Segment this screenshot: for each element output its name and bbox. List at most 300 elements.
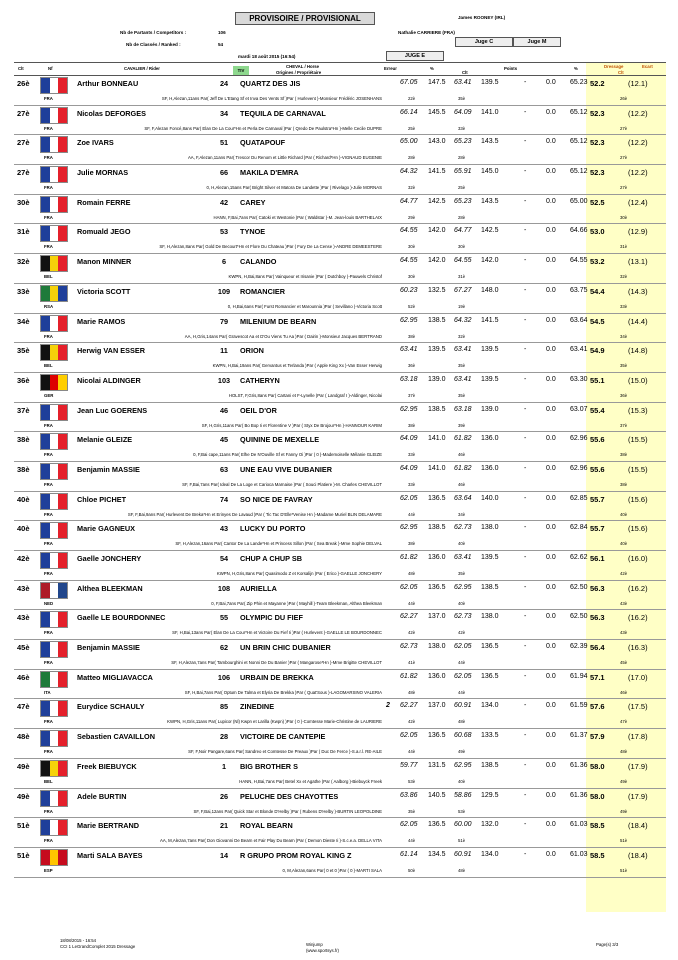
dressage-score: 56.3 [590, 613, 605, 623]
judge-c-percent: 62.73 [454, 524, 472, 532]
horse-number: 51 [219, 138, 229, 148]
total-percent: 64.55 [570, 257, 588, 265]
rider-name: Marie BERTRAND [77, 821, 140, 831]
dressage-score: 54.5 [590, 316, 605, 326]
final-rank: 48è [620, 749, 628, 755]
total-percent: 62.50 [570, 613, 588, 621]
horse-name: UN BRIN CHIC DUBANIER [240, 643, 331, 653]
rank-cell: 27è [17, 108, 30, 118]
score-gap: (12.2) [628, 138, 648, 148]
horse-details: SF, H,Bai,7ans Par( Optum De Talma et Elyria De Brekka )Par ( Quat'Sous )-LAGOMARSINO VALERIA [184, 689, 382, 695]
judge-c-points: 138.0 [481, 524, 499, 532]
col-clt2: Clt [618, 70, 624, 75]
judge-e-rank: 42è [408, 630, 416, 636]
final-rank: 45è [620, 660, 628, 666]
nation-code: NED [44, 600, 54, 606]
horse-name: AURIELLA [240, 583, 277, 593]
judge-e-points: 142.0 [428, 227, 446, 235]
judge-e-points: 141.5 [428, 168, 446, 176]
rank-cell: 42è [17, 554, 30, 563]
dressage-score: 54.9 [590, 346, 605, 356]
flag-icon [40, 315, 68, 332]
penalty-points: 0.0 [546, 197, 556, 205]
horse-number: 62 [219, 643, 229, 653]
col-clt: Clt [462, 70, 468, 75]
dressage-score: 58.5 [590, 850, 605, 860]
judge-e-percent: 62.05 [400, 821, 418, 829]
judge-e-points: 138.5 [428, 316, 446, 324]
rank-cell: 35è [17, 346, 30, 356]
judge-c-percent: 60.91 [454, 702, 472, 710]
horse-name: VICTOIRE DE CANTEPIE [240, 732, 326, 742]
score-gap: (18.4) [628, 850, 648, 860]
horse-name: TEQUILA DE CARNAVAL [240, 108, 326, 118]
rank-cell: 27è [17, 138, 30, 148]
horse-name: CALANDO [240, 257, 277, 267]
judge-c-rank: 44è [458, 660, 466, 666]
participants-count: 106 [218, 30, 226, 35]
rider-name: Melanie GLEIZE [77, 435, 133, 445]
rank-cell: 40è [17, 494, 30, 504]
judge-e-percent: 66.14 [400, 108, 418, 116]
horse-number: 14 [219, 850, 229, 860]
judge-e-points: 141.0 [428, 464, 446, 472]
rank-cell: 31è [17, 227, 30, 237]
judge-c-percent: 63.41 [454, 554, 472, 561]
rank-cell: 34è [17, 316, 30, 326]
judge-c-rank: 46è [458, 452, 466, 458]
score-gap: (17.5) [628, 702, 648, 712]
horse-name: ROYAL BEARN [240, 821, 293, 831]
judge-e-percent: 62.05 [400, 583, 418, 591]
flag-icon [40, 552, 68, 569]
horse-details: 0, H,Alezan,15ans Par( Bright Silver et Matora De Landette )Par ( Rivelago )-Julie MORNAS [206, 185, 382, 191]
penalty-dash: - [524, 554, 527, 561]
final-rank: 30è [620, 214, 628, 220]
rider-name: Gaelle LE BOURDONNEC [77, 613, 166, 623]
nation-code: FRA [44, 541, 53, 547]
horse-name: PELUCHE DES CHAYOTTES [240, 791, 339, 801]
total-percent: 63.75 [570, 286, 588, 294]
judge-c-points: 134.0 [481, 702, 499, 710]
score-gap: (13.1) [628, 257, 648, 267]
rank-cell: 37è [17, 405, 30, 415]
judge-e-points: 134.5 [428, 850, 446, 858]
judge-e-points: 132.5 [428, 286, 446, 294]
horse-number: 28 [219, 732, 229, 742]
judge-e-rank: 53è [408, 778, 416, 784]
judge-e-points: 136.0 [428, 672, 446, 680]
nation-code: RSA [44, 303, 54, 309]
horse-name: OLYMPIC DU FIEF [240, 613, 303, 623]
horse-number: 103 [217, 375, 231, 385]
judge-c-points: 143.5 [481, 197, 499, 205]
horse-details: 0, M,Alezan,6ans Par( 0 et 0 )Par ( 0 )-MARTI SALA [282, 867, 382, 873]
score-gap: (16.2) [628, 583, 648, 593]
judge-e-points: 139.5 [428, 346, 446, 354]
judge-c-rank: 48è [458, 719, 466, 725]
total-percent: 65.12 [570, 138, 588, 146]
score-gap: (17.0) [628, 672, 648, 682]
horse-name: QUATAPOUF [240, 138, 286, 148]
nation-code: FRA [44, 155, 53, 161]
judge-c-rank: 46è [458, 481, 466, 487]
judge-e-points: 139.0 [428, 375, 446, 383]
judge-e-percent: 62.05 [400, 494, 418, 502]
nation-code: FRA [44, 511, 53, 517]
table-row [14, 581, 666, 611]
score-gap: (15.6) [628, 524, 648, 534]
judge-e-points: 138.5 [428, 524, 446, 532]
table-row [14, 314, 666, 344]
judge-e-percent: 61.82 [400, 672, 418, 680]
results-table [14, 76, 666, 878]
final-rank: 49è [620, 808, 628, 814]
rider-name: Romuald JEGO [77, 227, 131, 237]
dressage-score: 56.4 [590, 643, 605, 653]
judge-c-rank: 28è [458, 214, 466, 220]
rider-name: Matteo MIGLIAVACCA [77, 672, 153, 682]
penalty-dash: - [524, 672, 527, 680]
nation-code: FRA [44, 125, 53, 131]
judge-c-rank: 25è [458, 185, 466, 191]
judge-e-rank: 37è [408, 392, 416, 398]
judge-c-points: 140.0 [481, 494, 499, 502]
penalty-dash: - [524, 613, 527, 621]
horse-number: 108 [217, 583, 231, 593]
horse-name: MAKILA D'EMRA [240, 168, 299, 178]
judge-e-rank: 33è [408, 481, 416, 487]
footer-software: Winjump [306, 942, 323, 947]
rider-name: Freek BIEBUYCK [77, 761, 137, 771]
penalty-dash: - [524, 464, 527, 472]
table-row [14, 165, 666, 195]
rider-name: Marie RAMOS [77, 316, 126, 326]
dressage-score: 52.5 [590, 197, 605, 207]
judge-e-points: 142.0 [428, 257, 446, 265]
horse-name: UNE EAU VIVE DUBANIER [240, 464, 333, 474]
table-row [14, 610, 666, 640]
judge-e-percent: 59.77 [400, 761, 418, 769]
judge-c-rank: 32è [458, 333, 466, 339]
horse-number: 109 [217, 286, 231, 296]
penalty-points: 0.0 [546, 494, 556, 502]
judge-e-rank: 52è [408, 303, 416, 309]
judge-e-percent: 64.55 [400, 257, 418, 265]
penalty-dash: - [524, 583, 527, 591]
judge-c-rank: 39è [458, 422, 466, 428]
score-gap: (14.8) [628, 346, 648, 356]
dressage-score: 55.1 [590, 375, 605, 385]
flag-icon [40, 107, 68, 124]
dressage-score: 54.4 [590, 286, 605, 296]
penalty-points: 0.0 [546, 702, 556, 710]
horse-details: HOLST, F,Gris,8ans Par( Cartani et F-Lynelle )Par ( Landgraf I )-Aldinger, Nicolai [228, 392, 382, 398]
rank-cell: 49è [17, 761, 30, 771]
horse-details: SF, F,Bai,7ans Par( Ideal De La Loge et Carioca Marnaise )Par ( Souci Platiere )-M. Charles CHEVILLOT [182, 481, 382, 487]
penalty-dash: - [524, 643, 527, 651]
horse-details: KWPN, H,Gris,8ans Par( Quasimodo Z et Korsalijn )Par ( Erico )-GAELLE JONCHERY [216, 571, 382, 576]
horse-number: 55 [219, 613, 229, 623]
table-row [14, 699, 666, 729]
judge-e-rank: 38è [408, 422, 416, 428]
judge-e-percent: 61.82 [400, 554, 418, 561]
penalty-points: 0.0 [546, 257, 556, 265]
nation-code: BEL [44, 274, 53, 280]
final-rank: 43è [620, 600, 628, 606]
penalty-points: 0.0 [546, 643, 556, 651]
flag-icon [40, 374, 68, 391]
total-percent: 62.96 [570, 435, 588, 443]
judge-c-points: 136.5 [481, 643, 499, 651]
judge-c-percent: 64.09 [454, 108, 472, 116]
penalty-points: 0.0 [546, 435, 556, 443]
penalty-dash: - [524, 375, 527, 383]
rider-name: Althea BLEEKMAN [77, 583, 143, 593]
dressage-score: 55.6 [590, 435, 605, 445]
horse-number: 46 [219, 405, 229, 415]
judge-c-rank: 44è [458, 689, 466, 695]
final-rank: 38è [620, 452, 628, 458]
rider-name: Eurydice SCHAULY [77, 702, 145, 712]
classified-label: Nb de Classés / Ranked : [126, 42, 181, 47]
rider-name: Victoria SCOTT [77, 286, 131, 296]
judge-e-rank: 42è [408, 719, 416, 725]
dressage-score: 55.7 [590, 494, 605, 504]
table-row [14, 462, 666, 492]
judge-c-percent: 63.64 [454, 494, 472, 502]
horse-details: AA, M,Alezan,7ans Par( Don Giovanni De Bearn et Fair Play Du Bearn )Par ( Demon Dieste Ii )-S.c.e.a. DELLA VITA [159, 838, 382, 844]
final-rank: 27è [620, 155, 628, 161]
judge-c-percent: 67.27 [454, 286, 472, 294]
rank-cell: 30è [17, 197, 30, 207]
flag-icon [40, 760, 68, 777]
final-rank: 47è [620, 719, 628, 725]
horse-number: 54 [219, 554, 229, 563]
horse-details: SF, H,Gris,11ans Par( Bo Bop Ii et Florentine V )Par ( Styx De Brojour*Hn )-HANNOUR KARIM [201, 422, 382, 428]
final-rank: 31è [620, 244, 628, 250]
horse-details: SF, H,Alezan,8ans Par( Gold De Becourt*Hn et Flore Du Chateau )Par ( Fury De La Cense )-ANDRE DEMEESTERE [159, 244, 382, 250]
judge-e-points: 136.5 [428, 732, 446, 740]
judge-c-rank: 35è [458, 363, 466, 369]
judge-c-percent: 65.23 [454, 138, 472, 146]
penalty-dash: - [524, 524, 527, 532]
judge-c-points: 136.0 [481, 435, 499, 443]
score-gap: (16.3) [628, 643, 648, 653]
judge-e-rank: 44è [408, 600, 416, 606]
total-percent: 62.50 [570, 583, 588, 591]
final-rank: 43è [620, 630, 628, 636]
total-percent: 62.62 [570, 554, 588, 561]
judge-e-rank: 28è [408, 155, 416, 161]
table-row [14, 284, 666, 314]
judge-c-points: 139.5 [481, 79, 499, 86]
table-row [14, 521, 666, 551]
judge-c-rank: 42è [458, 630, 466, 636]
judge-e-percent: 62.27 [400, 702, 418, 710]
penalty-dash: - [524, 405, 527, 413]
horse-name: MILENIUM DE BEARN [240, 316, 317, 326]
flag-icon [40, 136, 68, 153]
page-title: PROVISOIRE / PROVISIONAL [235, 12, 375, 25]
judge-c-points: 143.5 [481, 138, 499, 146]
judge-c-rank: 19è [458, 303, 466, 309]
horse-name: LUCKY DU PORTO [240, 524, 306, 534]
nation-code: FRA [44, 749, 53, 755]
flag-icon [40, 819, 68, 836]
footer-event: CCI 1 LeGrandComplet 2015 Dressage [60, 944, 136, 949]
score-gap: (15.5) [628, 464, 648, 474]
total-percent: 61.37 [570, 732, 588, 740]
penalty-dash: - [524, 227, 527, 235]
horse-name: SO NICE DE FAVRAY [240, 494, 313, 504]
footer-website: (www.sportsys.fr) [306, 948, 339, 953]
score-gap: (12.2) [628, 168, 648, 178]
flag-icon [40, 225, 68, 242]
table-row [14, 818, 666, 848]
table-row [14, 195, 666, 225]
judge-e-percent: 64.55 [400, 227, 418, 235]
table-row [14, 789, 666, 819]
table-row [14, 492, 666, 522]
table-row [14, 848, 666, 878]
judge-e-percent: 62.27 [400, 613, 418, 621]
dressage-score: 52.2 [590, 79, 605, 88]
nation-code: FRA [44, 333, 53, 339]
dressage-score: 56.3 [590, 583, 605, 593]
nation-code: FRA [44, 571, 53, 576]
penalty-points: 0.0 [546, 286, 556, 294]
judge-e-points: 141.0 [428, 435, 446, 443]
rank-cell: 33è [17, 286, 30, 296]
col-points: Points [504, 66, 518, 71]
flag-icon [40, 790, 68, 807]
judge-e-rank: 38è [408, 541, 416, 547]
table-row [14, 373, 666, 403]
judge-c-points: 139.0 [481, 405, 499, 413]
rank-cell: 43è [17, 583, 30, 593]
judge-c-points: 141.5 [481, 316, 499, 324]
judge-c-percent: 64.55 [454, 257, 472, 265]
table-row [14, 135, 666, 165]
penalty-points: 0.0 [546, 524, 556, 532]
judge-c-points: 139.5 [481, 346, 499, 354]
flag-icon [40, 849, 68, 866]
penalty-dash: - [524, 108, 527, 116]
judge-c-points: 142.0 [481, 257, 499, 265]
judge-c-rank: 48è [458, 867, 466, 873]
judge-e-percent: 62.95 [400, 524, 418, 532]
penalty-points: 0.0 [546, 227, 556, 235]
date-stamp: mardi 18 août 2015 (16:54) [238, 54, 296, 59]
score-gap: (16.0) [628, 554, 648, 563]
judge-e-points: 136.5 [428, 821, 446, 829]
total-percent: 61.03 [570, 850, 588, 858]
horse-details: AA, H,Gris,14ans Par( Gravescot Aa et D'Ou Viens Tu Aa )Par ( Dairin )-Monsieur Jacques BERTRAND [184, 333, 382, 339]
nation-code: FRA [44, 660, 53, 666]
horse-details: KWPN, H,Bai,8ans Par( Vainqueur et Irisanie )Par ( Dutchboy )-Pauwels Christof [228, 274, 382, 280]
total-percent: 61.03 [570, 821, 588, 829]
horse-number: 79 [219, 316, 229, 326]
nation-code: FRA [44, 838, 53, 844]
rider-name: Adele BURTIN [77, 791, 127, 801]
nation-code: FRA [44, 630, 53, 636]
penalty-points: 0.0 [546, 554, 556, 561]
total-percent: 63.07 [570, 405, 588, 413]
judge-c-percent: 61.82 [454, 435, 472, 443]
dressage-score: 52.3 [590, 138, 605, 148]
col-dressage: Dressage [604, 64, 624, 69]
horse-details: KWPN, H,Bai,19ans Par( Gervantus et Terlanda )Par ( Apple King Xx )-Van Esser Herwig [212, 363, 382, 369]
judge-c-rank: 40è [458, 778, 466, 784]
judge-e-rank: 48è [408, 571, 416, 576]
final-rank: 27è [620, 125, 628, 131]
horse-number: 21 [219, 821, 229, 831]
rider-name: Marie GAGNEUX [77, 524, 135, 534]
nation-code: FRA [44, 244, 53, 250]
rank-cell: 48è [17, 732, 30, 742]
judge-e-points: 138.0 [428, 643, 446, 651]
horse-details: HANN, F,Bai,7ans Par( Catoki et Westonie )Par ( Waldstar )-M. Jean-louis BARTHELAIX [213, 214, 382, 220]
final-rank: 32è [620, 274, 628, 280]
rider-name: Nicolai ALDINGER [77, 375, 141, 385]
col-rank: Clt [18, 66, 24, 71]
final-rank: 27è [620, 185, 628, 191]
horse-name: CHUP A CHUP SB [240, 554, 303, 563]
judge-e-points: 138.5 [428, 405, 446, 413]
rider-name: Benjamin MASSIE [77, 643, 140, 653]
table-row [14, 551, 666, 581]
nation-code: ITA [44, 689, 51, 695]
horse-details: 0, F,Bai,7ans Par( Zip Phin et Mayanne )Par ( Mayhill )-Team Bleekman, Althea Bleekman [211, 600, 382, 606]
score-gap: (12.2) [628, 108, 648, 118]
dressage-score: 58.0 [590, 761, 605, 771]
classified-count: 54 [218, 42, 224, 47]
flag-icon [40, 255, 68, 272]
judge-e-percent: 62.95 [400, 405, 418, 413]
penalty-dash: - [524, 791, 527, 799]
judge-c-points: 138.0 [481, 613, 499, 621]
judge-c-points: 132.0 [481, 821, 499, 829]
horse-name: CAREY [240, 197, 266, 207]
judge-c-rank: 40è [458, 541, 466, 547]
total-percent: 65.00 [570, 197, 588, 205]
judge-c-percent: 63.18 [454, 405, 472, 413]
penalty-dash: - [524, 79, 527, 86]
rank-cell: 40è [17, 524, 30, 534]
penalty-dash: - [524, 821, 527, 829]
table-row [14, 106, 666, 136]
penalty-dash: - [524, 850, 527, 858]
total-percent: 62.96 [570, 464, 588, 472]
total-percent: 62.84 [570, 524, 588, 532]
judge-e-percent: 62.73 [400, 643, 418, 651]
judge-e-percent: 62.95 [400, 316, 418, 324]
horse-details: AA, F,Alezan,11ans Par( Trescor Du Renom et Little Richard )Par ( Richard*Hn )-VIGNAUD EUGENIE [187, 155, 382, 161]
final-rank: 38è [620, 481, 628, 487]
col-ecart: Ecart [642, 64, 653, 69]
penalty-dash: - [524, 435, 527, 443]
table-row [14, 76, 666, 106]
judge-e-percent: 64.09 [400, 435, 418, 443]
judge-e-rank: 36è [408, 363, 416, 369]
judge-c-rank: 30è [458, 244, 466, 250]
rider-name: Marti SALA BAYES [77, 850, 143, 860]
final-rank: 46è [620, 689, 628, 695]
judge-c-rank: 33è [458, 125, 466, 131]
final-rank: 33è [620, 303, 628, 309]
dressage-score: 57.1 [590, 672, 605, 682]
